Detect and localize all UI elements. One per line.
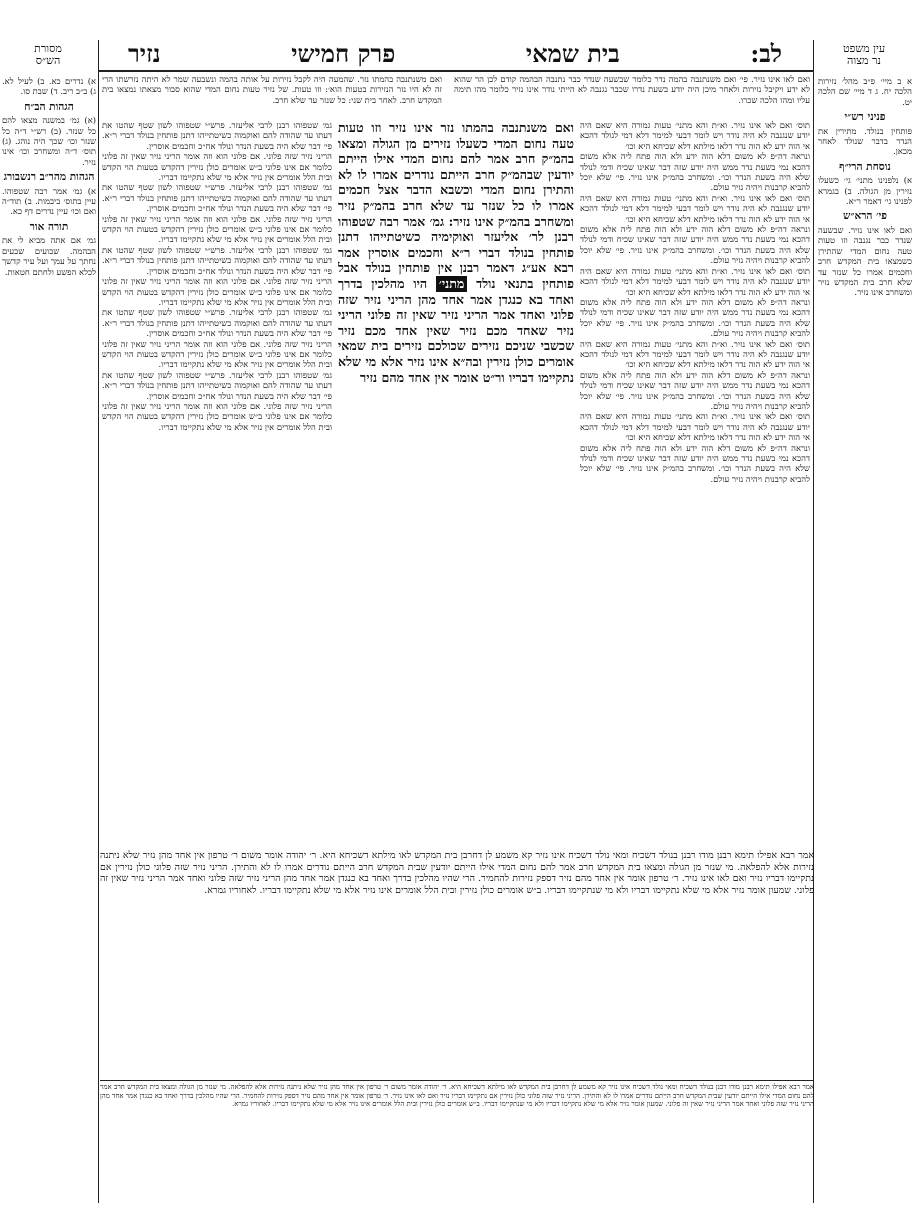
rashi-text-6: הריני נזיר שזה פלוני. אם פלוני הוא וזה אומר הריני נזיר שאין זה פלוני כלומר אם אינו פלוני ב״ש אומרים כולן נזירין דהקדש בטעות הוי הקדש ובית הלל אומרים אין נזיר אלא מי שלא נתקיימו דבריו. (102, 276, 332, 307)
ner-mitzvah-label: נר מצוה (847, 54, 881, 67)
lower-commentary-text: אמר רבא אפילו תימא רבנן מודו רבנן בנולד דשכיח ומאי נולד דשכיח אינו נזיר קא משמע לן דחרבן בית המקדש לאו מילתא דשכיחא היא. ר׳ יהודה אומר משום ר׳ טרפון אין אחד מהן נזיר שלא ניתנה נזירות אלא להפלאה. מי שנזר מן הגולה ומצאו בית המקדש חרב אמר להם נחום המדי אילו הייתם יודעין שבית המקדש חרב הייתם נודרים אמרו לו לא והתירן. הריני נזיר שזה פלוני כולן נזירין אם נתקיימו דבריו נזיר ואם לאו אינו נזיר. ר׳ טרפון אומר אין אחד מהם נזיר דספק נזירות להחמיר. הרי שהיו מהלכין בדרך ואחד בא כנגדן אמר אחד מהן הריני נזיר שזה פלוני ואחד אמר הריני נזיר שאין זה פלוני. שמעון אומר נזיר אלא מי שלא נתקיימו דבריו ולא מי שנתקיימו דבריו. ב״ש אומרים כולן נזירין ובית הלל אומרים אינו נזיר אלא מי שלא נתקיימו דבריו. לאחוריו גמרא. (100, 850, 814, 896)
tosafot-text-6: ונראה דה״פ לא משום דלא הוה ידע ולא הוה פתח ליה אלא משום דהכא נמי בשעת נדר ממש היה יודע שזה דבר שאינו שכיח ודמי לנולד שלא היה בשעת הנדר וכו׳. ומשחרב בהמ״ק אינו נזיר. פי׳ שלא יוכל להביא קרבנות ויהיה נזיר עולם. (580, 296, 810, 339)
left-margin-column (2, 76, 96, 1196)
torah-or-heading: תורה אור (29, 220, 69, 233)
chapter-name: בית שמאי (525, 39, 620, 68)
chapter-number: פרק חמישי (291, 39, 396, 68)
masoret-header (0, 40, 96, 70)
masoret-label: מסורת (34, 42, 62, 55)
hagahot-maharav-text: א) גמ׳ אמר רבה שטפוהו. עיין בתוס׳ ביבמות. ב) תוד״ה ואם וכו׳ עיין נדרים דף כא. (2, 185, 96, 217)
rashi-text-8: הריני נזיר שזה פלוני. אם פלוני הוא וזה אומר הריני נזיר שאין זה פלוני כלומר אם אינו פלוני ב״ש אומרים כולן נזירין דהקדש בטעות הוי הקדש ובית הלל אומרים אין נזיר אלא מי שלא נתקיימו דבריו. (102, 338, 332, 370)
rashi-text-4: הריני נזיר שזה פלוני. אם פלוני הוא וזה אומר הריני נזיר שאין זה פלוני כלומר אם אינו פלוני ב״ש אומרים כולן נזירין דהקדש בטעות הוי הקדש ובית הלל אומרים אין נזיר אלא מי שלא נתקיימו דבריו. (102, 213, 332, 245)
footnote-rule (100, 1080, 814, 1081)
rosh-heading: פי׳ הרא״ש (843, 210, 887, 223)
rashi-column (102, 120, 332, 845)
daf-number: לב: (750, 39, 782, 68)
tosafot-text-5: תוס׳ ואם לאו אינו נזיר. וא״ת והא מתני׳ טעות גמורה היא שאם היה יודע שנגנבה לא היה נודר ויש לומר דבעי למימר דלא דמי לנולד דהכא אי הוה ידע לא הוה נדר דלאו מילתא דלא שכיחא היא וכו׳ (580, 265, 810, 297)
top-commentary-right-text: ואם לאו אינו נזיר. פי׳ ואם משנתנבה בהמה נדר כלומר שבשעה שנדר כבר נתנבה הבהמה קודם לכן הר שהוא לא ידע ויקיבל נזירות ולאחר מיכן היה יודע בשעת נדרו שכבר נגנבה לא הייתי נודר אינו נזיר כלומר מהו תימה עליו ומהו הלכה שכרו. (454, 74, 810, 105)
rashi-text-3: גמ׳ שטפוהו רבנן לרבי אליעזר. פרש״י שטפוהו לשון שטף שהטו את דעתו עד שהודה להם ואוקמוה כשיטתייהו דתנן פותחין בנולד דברי ר״א. פי׳ דבר שלא היה בשעת הנדר ונולד אח״כ וחכמים אוסרין. (102, 182, 332, 214)
rashi-text-1: גמ׳ שטפוהו רבנן לרבי אליעזר. פרש״י שטפוהו לשון שטף שהטו את דעתו עד שהודה להם ואוקמוה כשיטתייהו דתנן פותחין בנולד דברי ר״א. פי׳ דבר שלא היה בשעת הנדר ונולד אח״כ וחכמים אוסרין. (102, 120, 332, 151)
nusach-harif-text: א) נלפנינו מתני׳ גי׳ כשעלו נזירין מן הגולה. ב) בגמרא לפנינו גי׳ דאמר ר״א. (818, 175, 912, 207)
hagahot-bach-heading: הגהות הב״ח (24, 100, 74, 113)
tosafot-text-3: תוס׳ ואם לאו אינו נזיר. וא״ת והא מתני׳ טעות גמורה היא שאם היה יודע שנגנבה לא היה נודר ויש לומר דבעי למימר דלא דמי לנולד דהכא אי הוה ידע לא הוה נדר דלאו מילתא דלא שכיחא היא וכו׳ (580, 192, 810, 224)
rashi-text-2: הריני נזיר שזה פלוני. אם פלוני הוא וזה אומר הריני נזיר שאין זה פלוני כלומר אם אינו פלוני ב״ש אומרים כולן נזירין דהקדש בטעות הוי הקדש ובית הלל אומרים אין נזיר אלא מי שלא נתקיימו דבריו. (102, 151, 332, 183)
pninei-rashi-heading: פניני רש״י (844, 111, 886, 124)
tractate-name: נזיר (128, 39, 161, 68)
tosafot-text-4: ונראה דה״פ לא משום דלא הוה ידע ולא הוה פתח ליה אלא משום דהכא נמי בשעת נדר ממש היה יודע שזה דבר שאינו שכיח ודמי לנולד שלא היה בשעת הנדר וכו׳. ומשחרב בהמ״ק אינו נזיר. פי׳ שלא יוכל להביא קרבנות ויהיה נזיר עולם. (580, 224, 810, 266)
tosafot-text-10: ונראה דה״פ לא משום דלא הוה ידע ולא הוה פתח ליה אלא משום דהכא נמי בשעת נדר ממש היה יודע שזה דבר שאינו שכיח ודמי לנולד שלא היה בשעת הנדר וכו׳. ומשחרב בהמ״ק אינו נזיר. פי׳ שלא יוכל להביא קרבנות ויהיה נזיר עולם. (580, 442, 810, 484)
ein-mishpat-entries: א ב מיי׳ פ״ב מהל׳ נזירות הלכה יח. ג ד מיי׳ שם הלכה יט. (818, 76, 912, 107)
gemara-text-block (338, 120, 574, 680)
nusach-harif-heading: נוסחת הרי״ף (839, 160, 891, 173)
rosh-text: ואם לאו אינו נזיר. שבשעה שנדר כבר נגנבה וזו טעות טעה נחום המדי שהתירן כשמצאו בית המקדש חרב וחכמים אמרו כל שנזר עד שלא חרב בית המקדש נזיר ומשחרב אינו נזיר. (818, 224, 912, 298)
tosafot-text-1: תוס׳ ואם לאו אינו נזיר. וא״ת והא מתני׳ טעות גמורה היא שאם היה יודע שנגנבה לא היה נודר ויש לומר דבעי למימר דלא דמי לנולד דהכא אי הוה ידע לא הוה נדר דלאו מילתא דלא שכיחא היא וכו׳ (580, 120, 810, 151)
tosafot-text-8: ונראה דה״פ לא משום דלא הוה ידע ולא הוה פתח ליה אלא משום דהכא נמי בשעת נדר ממש היה יודע שזה דבר שאינו שכיח ודמי לנולד שלא היה בשעת הנדר וכו׳. ומשחרב בהמ״ק אינו נזיר. פי׳ שלא יוכל להביא קרבנות ויהיה נזיר עולם. (580, 369, 810, 411)
tosafot-text-7: תוס׳ ואם לאו אינו נזיר. וא״ת והא מתני׳ טעות גמורה היא שאם היה יודע שנגנבה לא היה נודר ויש לומר דבעי למימר דלא דמי לנולד דהכא אי הוה ידע לא הוה נדר דלאו מילתא דלא שכיחא היא וכו׳ (580, 338, 810, 370)
hashas-label: הש״ס (35, 54, 61, 67)
rashi-text-5: גמ׳ שטפוהו רבנן לרבי אליעזר. פרש״י שטפוהו לשון שטף שהטו את דעתו עד שהודה להם ואוקמוה כשיטתייהו דתנן פותחין בנולד דברי ר״א. פי׳ דבר שלא היה בשעת הנדר ונולד אח״כ וחכמים אוסרין. (102, 244, 332, 276)
page-title-bar (98, 40, 812, 68)
top-commentary-left-text: ואם משנתנבה בהמתו נזר. שהמעה היה לקבל נזירות על אותה בהמה ונשבעה שמר לא היתה נזרשתו הרי זה לא היו נזר הנזירות בטעות הוא׳: וזו טעות. של נזיר טעות נחום המדי שהוא סבור מצאתו נמצאו בית המקדש חרב. לאחר בית שני: כל שנזר עד שלא חרב. (102, 74, 442, 105)
rashi-text-7: גמ׳ שטפוהו רבנן לרבי אליעזר. פרש״י שטפוהו לשון שטף שהטו את דעתו עד שהודה להם ואוקמוה כשיטתייהו דתנן פותחין בנולד דברי ר״א. פי׳ דבר שלא היה בשעת הנדר ונולד אח״כ וחכמים אוסרין. (102, 307, 332, 339)
rashi-text-9: גמ׳ שטפוהו רבנן לרבי אליעזר. פרש״י שטפוהו לשון שטף שהטו את דעתו עד שהודה להם ואוקמוה כשיטתייהו דתנן פותחין בנולד דברי ר״א. פי׳ דבר שלא היה בשעת הנדר ונולד אח״כ וחכמים אוסרין. (102, 369, 332, 401)
ein-mishpat-header (814, 40, 914, 70)
left-divider (98, 40, 99, 1203)
header-rule (98, 70, 814, 72)
mishna-marker: מתני׳ (436, 276, 467, 292)
tosafot-text-9: תוס׳ ואם לאו אינו נזיר. וא״ת והא מתני׳ טעות גמורה היא שאם היה יודע שנגנבה לא היה נודר ויש לומר דבעי למימר דלא דמי לנולד דהכא אי הוה ידע לא הוה נדר דלאו מילתא דלא שכיחא היא וכו׳ (580, 411, 810, 443)
bottom-footnotes-text: אמר רבא אפילו תימא רבנן מודו רבנן בנולד דשכיח ומאי נולד דשכיח אינו נזיר קא משמע לן דחרבן בית המקדש לאו מילתא דשכיחא היא. ר׳ יהודה אומר משום ר׳ טרפון אין אחד מהן נזיר שלא ניתנה נזירות אלא להפלאה. מי שנזר מן הגולה ומצאו בית המקדש חרב אמר להם נחום המדי אילו הייתם יודעין שבית המקדש חרב הייתם נודרים אמרו לו לא והתירן. הריני נזיר שזה פלוני כולן נזירין אם נתקיימו דבריו נזיר ואם לאו אינו נזיר. ר׳ טרפון אומר אין אחד מהם נזיר דספק נזירות להחמיר. הרי שהיו מהלכין בדרך ואחד בא כנגדן אמר אחד מהן הריני נזיר שזה פלוני ואחד אמר הריני נזיר שאין זה פלוני. שמעון אומר נזיר אלא מי שלא נתקיימו דבריו ולא מי שנתקיימו דבריו. ב״ש אומרים כולן נזירין ובית הלל אומרים אינו נזיר אלא מי שלא נתקיימו דבריו. לאחוריו גמרא. (100, 1083, 814, 1109)
top-commentary-left (102, 74, 442, 116)
pninei-rashi-text: פותחין בנולד. מתירין את הנדר בדבר שנולד לאחר מכאן. (818, 125, 912, 157)
lower-commentary (100, 850, 814, 1078)
rashi-text-10: הריני נזיר שזה פלוני. אם פלוני הוא וזה אומר הריני נזיר שאין זה פלוני כלומר אם אינו פלוני ב״ש אומרים כולן נזירין דהקדש בטעות הוי הקדש ובית הלל אומרים אין נזיר אלא מי שלא נתקיימו דבריו. (102, 400, 332, 432)
bottom-footnotes (100, 1083, 814, 1203)
ein-mishpat-label: עין משפט (842, 42, 886, 55)
hagahot-maharav-heading: הגהות מהר״ב רנשבורג (3, 171, 95, 184)
gemara-text-2: היו מהלכין בדרך ואחד בא כנגדן אמר אחד מהן הריני נזיר שזה פלוני ואחד אמר הריני נזיר שאין זה פלוני הריני נזיר שאחד מכם נזיר שאין אחד מכם נזיר שכשבי שניכם נזירים שכולכם נזירים בית שמאי אומרים כולן נזירין ובה״א אינו נזיר אלא מי שלא נתקיימו דבריו ור״ט אומר אין אחד מהם נזיר (338, 275, 574, 385)
gemara-text: ואם משנתנבה בהמתו נזר אינו נזיר וזו טעות טעה נחום המדי כשעלו נזירים מן הגולה ומצאו בהמ״ק חרב אמר להם נחום המדי אילו הייתם יודעין שבהמ״ק חרב הייתם נודרים אמרו לו לא והתירן נחום המדי וכשבא הדבר אצל חכמים אמרו לו כל שנזר עד שלא חרב בהמ״ק נזיר ומשחרב בהמ״ק אינו נזיר: גמ׳ אמר רבה שטפוהו רבנן לר׳ אליעזר ואוקימיה כשיטתייהו דתנן פותחין בנולד דברי ר״א וחכמים אוסרין אמר רבא אע״ג דאמר רבנן אין פותחין בנולד אבל פותחין בתנאי נולד (338, 120, 574, 291)
masoret-entries: א) נדרים כא. ב) לעיל לא. ג) ב״ב ריב. ד) שבת סו. (2, 76, 96, 97)
torah-or-text: גמ׳ אם אתה מביא לי את הבהמה. שבועים שבעים נחתך על עמך ועל עיר קדשך לכלא הפשע ולחתם חטאות. (2, 235, 96, 277)
tosafot-column (580, 120, 810, 845)
top-commentary-right (454, 74, 810, 116)
tosafot-text-2: ונראה דה״פ לא משום דלא הוה ידע ולא הוה פתח ליה אלא משום דהכא נמי בשעת נדר ממש היה יודע שזה דבר שאינו שכיח ודמי לנולד שלא היה בשעת הנדר וכו׳. ומשחרב בהמ״ק אינו נזיר. פי׳ שלא יוכל להביא קרבנות ויהיה נזיר עולם. (580, 151, 810, 193)
hagahot-bach-text: (א) גמ׳ במשנה מצאו להם כל שנזר. (ב) רש״י ד״ה כל שנזר וכו׳ שכך היה נוהג. (ג) תוס׳ ד״ה ומשחרב וכו׳ אינו נזיר. (2, 115, 96, 167)
right-margin-column (818, 76, 912, 1196)
